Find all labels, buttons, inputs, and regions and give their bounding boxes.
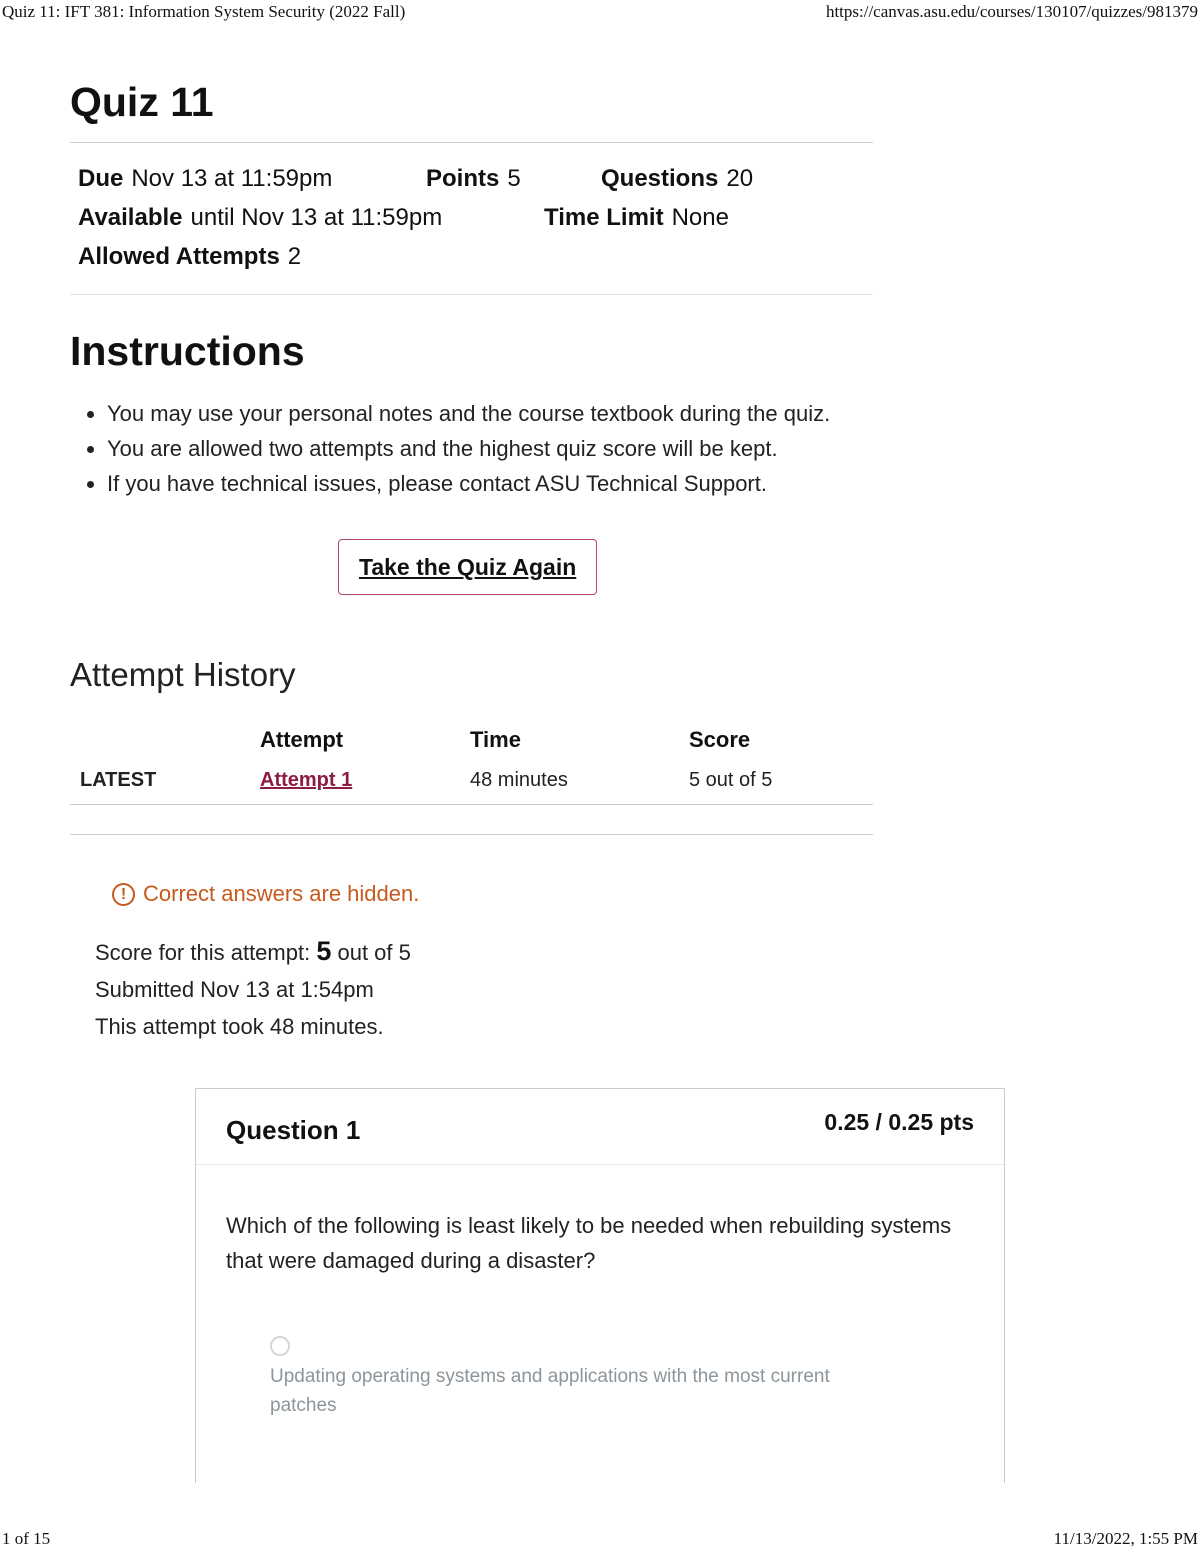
radio-button[interactable]	[270, 1336, 290, 1356]
notice-text: Correct answers are hidden.	[143, 881, 420, 907]
submitted-time: Submitted Nov 13 at 1:54pm	[95, 977, 374, 1003]
column-header-time: Time	[470, 726, 521, 752]
question-text: Which of the following is least likely to be needed when rebuilding systems that were damaged during a disaster?	[226, 1213, 952, 1273]
instructions-title: Instructions	[70, 328, 305, 374]
due-date: Due Nov 13 at 11:59pm	[78, 164, 333, 192]
table-header-row	[70, 717, 873, 757]
exclamation-circle-icon: !	[112, 883, 135, 906]
attempt-cell	[260, 757, 470, 805]
attempt-duration: This attempt took 48 minutes.	[95, 1014, 384, 1040]
column-header-tag	[70, 717, 260, 757]
attempt-history-table	[70, 717, 873, 806]
instruction-item: • You are allowed two attempts and the highest quiz score will be kept.	[107, 431, 873, 466]
points: Points 5	[426, 164, 521, 192]
answer-option	[270, 1336, 890, 1420]
attempt-score-value: 5	[316, 936, 332, 967]
print-footer	[0, 1529, 1200, 1551]
print-datetime: 11/13/2022, 1:55 PM	[1053, 1529, 1198, 1548]
instructions-list	[70, 396, 873, 501]
take-again-wrapper	[70, 539, 873, 595]
time-limit: Time Limit None	[544, 203, 729, 231]
divider	[70, 834, 873, 835]
attempt-1-link[interactable]: Attempt 1	[260, 768, 353, 791]
details-row	[78, 159, 873, 198]
column-header-score: Score	[689, 726, 751, 752]
question-header	[196, 1089, 1004, 1165]
answers-hidden-notice	[112, 881, 873, 907]
attempt-score: 5 out of 5	[689, 757, 873, 805]
question-title: Question 1	[226, 1115, 361, 1145]
details-row	[78, 237, 873, 276]
take-quiz-again-button[interactable]: Take the Quiz Again	[338, 539, 597, 595]
latest-tag: LATEST	[70, 757, 260, 805]
table-row	[70, 757, 873, 805]
question-card	[195, 1088, 1005, 1483]
question-points: 0.25 / 0.25 pts	[824, 1109, 974, 1135]
questions-count: Questions 20	[601, 164, 754, 192]
answer-text: Updating operating systems and applications with the most current patches	[270, 1366, 830, 1416]
allowed-attempts: Allowed Attempts 2	[78, 242, 302, 270]
availability: Available until Nov 13 at 11:59pm	[78, 203, 443, 231]
attempt-score-line: Score for this attempt: 5 out of 5	[95, 936, 411, 967]
print-header	[0, 2, 1200, 24]
page-title: Quiz 11	[70, 70, 873, 143]
attempt-summary	[95, 933, 873, 1045]
details-row	[78, 198, 873, 237]
quiz-details	[70, 143, 873, 295]
print-page-title: Quiz 11: IFT 381: Information System Security (2022 Fall)	[2, 2, 406, 21]
quiz-content	[70, 70, 873, 1045]
print-page-url: https://canvas.asu.edu/courses/130107/quizzes/981379	[825, 2, 1198, 21]
print-page-number: 1 of 15	[2, 1529, 51, 1548]
instruction-item: • If you have technical issues, please contact ASU Technical Support.	[107, 466, 873, 501]
column-header-attempt: Attempt	[260, 726, 344, 752]
attempt-time: 48 minutes	[470, 757, 689, 805]
instruction-item: • You may use your personal notes and the course textbook during the quiz.	[107, 396, 873, 431]
attempt-history-title: Attempt History	[70, 656, 296, 694]
